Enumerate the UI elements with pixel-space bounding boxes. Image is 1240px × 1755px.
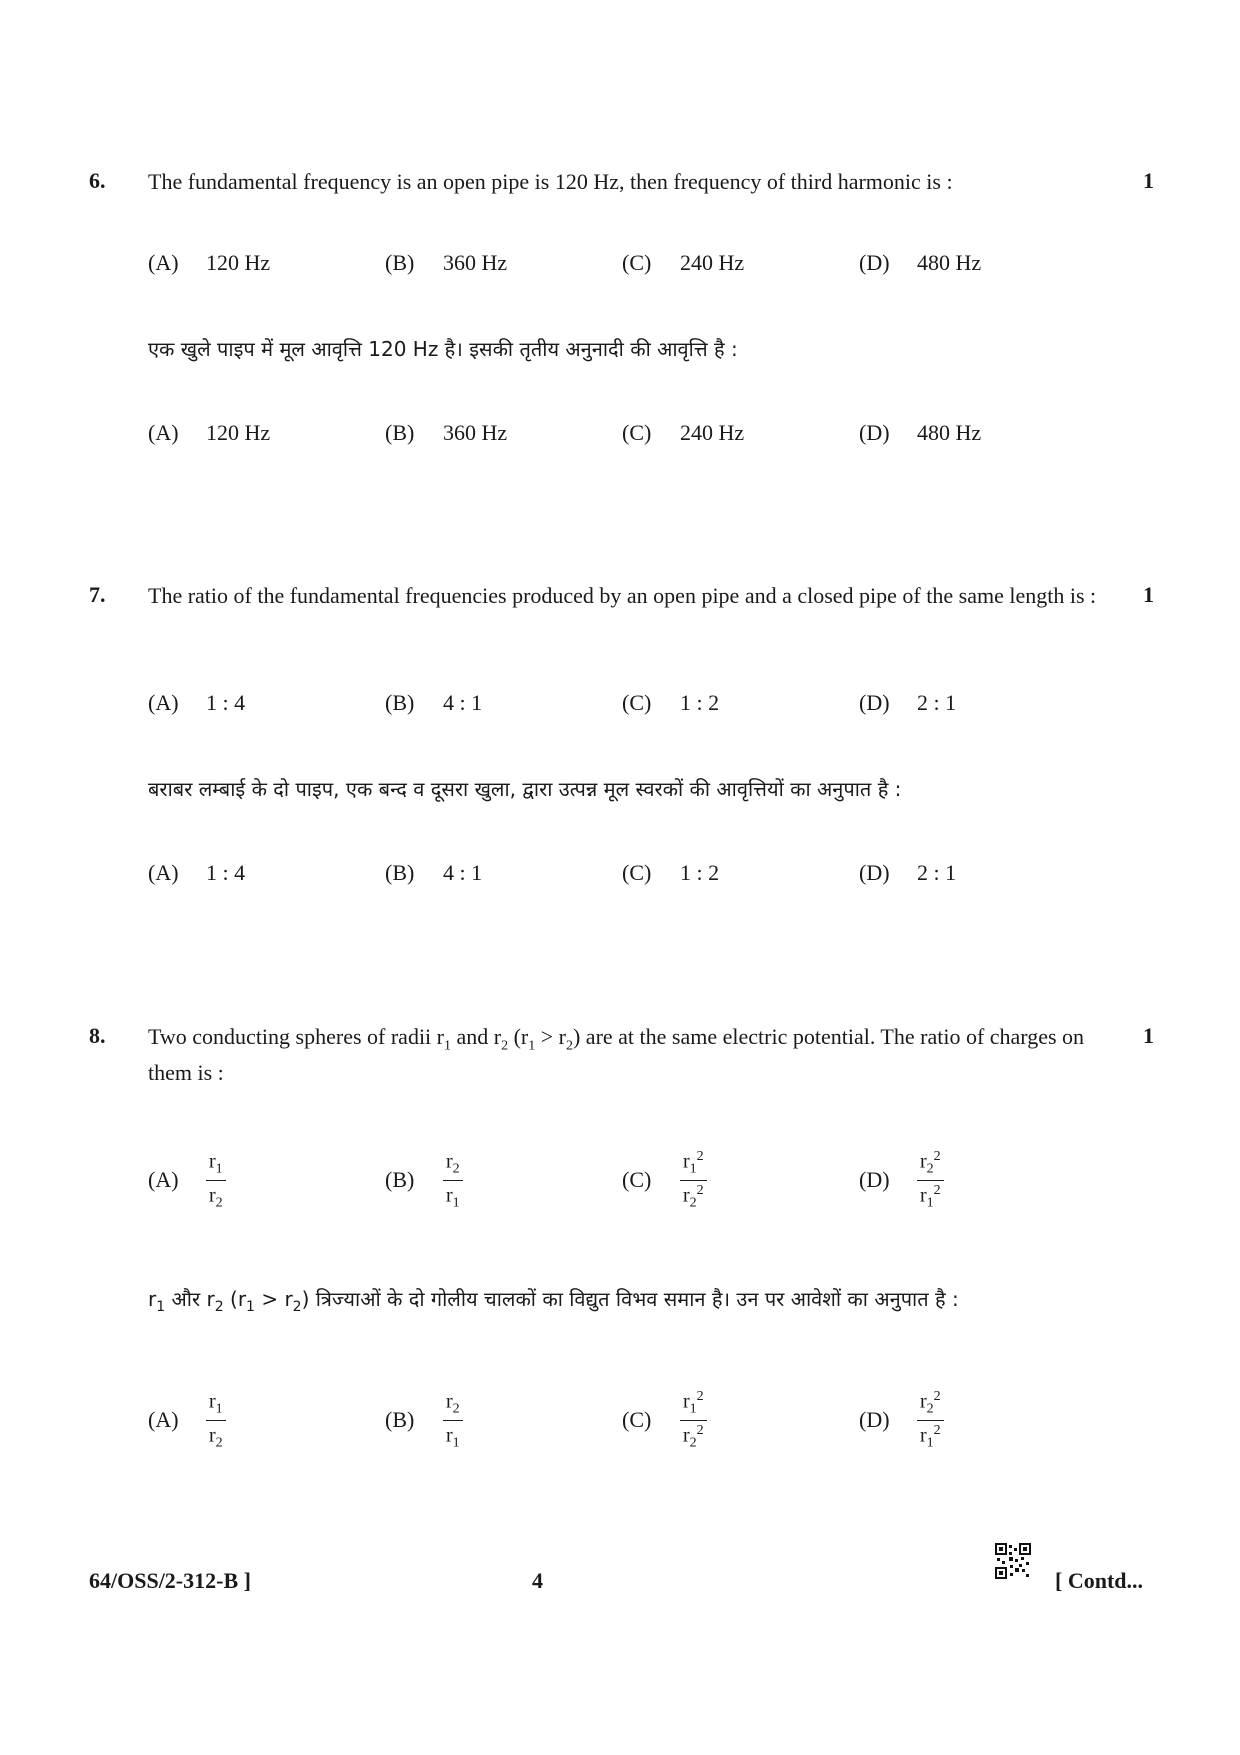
q8-hindi-option-c-fraction: $\frac{r_1^2}{r_2^2}$ — [680, 1390, 707, 1450]
q7-option-c: (C) 1 : 2 — [622, 690, 720, 715]
q6-hindi-option-a: (A) 120 Hz — [148, 420, 271, 445]
q6-option-a: (A) 120 Hz — [148, 250, 271, 275]
question-6-number: 6. — [89, 168, 106, 193]
q7-option-d: (D) 2 : 1 — [859, 690, 957, 715]
q8-hindi-option-c: (C) $\frac{r_1^2}{r_2^2}$ — [622, 1390, 707, 1450]
question-7-text: The ratio of the fundamental frequencies produced by an open pipe and a closed pipe of the same length is : — [148, 583, 1097, 608]
question-8-text: Two conducting spheres of radii $r_1$ and $r_2$ $(r_1 > r_2)$ are at the same electric potential. The ratio of charges on them is : — [148, 1024, 1085, 1086]
q7-hindi-option-c: (C) 1 : 2 — [622, 860, 720, 885]
q6-hindi-option-c: (C) 240 Hz — [622, 420, 745, 445]
question-6-text: The fundamental frequency is an open pipe is 120 Hz, then frequency of third harmonic is : — [148, 169, 953, 194]
q6-hindi-option-d: (D) 480 Hz — [859, 420, 982, 445]
q8-hindi-option-b-fraction: $\frac{r_2}{r_1}$ — [443, 1390, 463, 1450]
continued-label: [ Contd... — [1055, 1568, 1144, 1593]
q8-option-a-fraction: $\frac{r_1}{r_2}$ — [206, 1150, 226, 1210]
q7-hindi-option-b: (B) 4 : 1 — [385, 860, 483, 885]
q8-hindi-option-b: (B) $\frac{r_2}{r_1}$ — [385, 1390, 463, 1450]
q8-hindi-option-d: (D) $\frac{r_2^2}{r_1^2}$ — [859, 1390, 944, 1450]
q8-option-d-fraction: $\frac{r_2^2}{r_1^2}$ — [917, 1150, 944, 1210]
q8-option-d: (D) $\frac{r_2^2}{r_1^2}$ — [859, 1150, 944, 1210]
question-6-hindi-text: एक खुले पाइप में मूल आवृत्ति 120 Hz है। इसकी तृतीय अनुनादी की आवृत्ति है : — [148, 337, 738, 361]
question-6-marks: 1 — [1143, 168, 1154, 193]
question-7-number: 7. — [89, 582, 106, 607]
q6-option-c: (C) 240 Hz — [622, 250, 745, 275]
q6-option-b: (B) 360 Hz — [385, 250, 508, 275]
q8-hindi-option-a: (A) $\frac{r_1}{r_2}$ — [148, 1390, 226, 1450]
q7-hindi-option-d: (D) 2 : 1 — [859, 860, 957, 885]
q8-option-c-fraction: $\frac{r_1^2}{r_2^2}$ — [680, 1150, 707, 1210]
q8-option-b-fraction: $\frac{r_2}{r_1}$ — [443, 1150, 463, 1210]
q7-option-b: (B) 4 : 1 — [385, 690, 483, 715]
q6-option-d: (D) 480 Hz — [859, 250, 982, 275]
q8-option-a: (A) $\frac{r_1}{r_2}$ — [148, 1150, 226, 1210]
q6-hindi-option-b: (B) 360 Hz — [385, 420, 508, 445]
q8-hindi-option-d-fraction: $\frac{r_2^2}{r_1^2}$ — [917, 1390, 944, 1450]
question-8-number: 8. — [89, 1023, 106, 1048]
q7-hindi-option-a: (A) 1 : 4 — [148, 860, 246, 885]
page-number: 4 — [532, 1568, 543, 1593]
q7-option-a: (A) 1 : 4 — [148, 690, 246, 715]
question-8-hindi-text: $r_1$ और $r_2$ $(r_1 > r_2)$ त्रिज्याओं के दो गोलीय चालकों का विद्युत विभव समान है। उन पर आवेशों का अनुपात है : — [148, 1287, 959, 1315]
qr-code-icon — [995, 1543, 1031, 1579]
q8-hindi-option-a-fraction: $\frac{r_1}{r_2}$ — [206, 1390, 226, 1450]
question-7-marks: 1 — [1143, 582, 1154, 607]
question-8-marks: 1 — [1143, 1023, 1154, 1048]
paper-code: 64/OSS/2-312-B ] — [89, 1568, 251, 1593]
q8-option-c: (C) $\frac{r_1^2}{r_2^2}$ — [622, 1150, 707, 1210]
question-7-hindi-text: बराबर लम्बाई के दो पाइप, एक बन्द व दूसरा खुला, द्वारा उत्पन्न मूल स्वरकों की आवृत्तियों का अनुपात है : — [148, 777, 902, 801]
q8-option-b: (B) $\frac{r_2}{r_1}$ — [385, 1150, 463, 1210]
